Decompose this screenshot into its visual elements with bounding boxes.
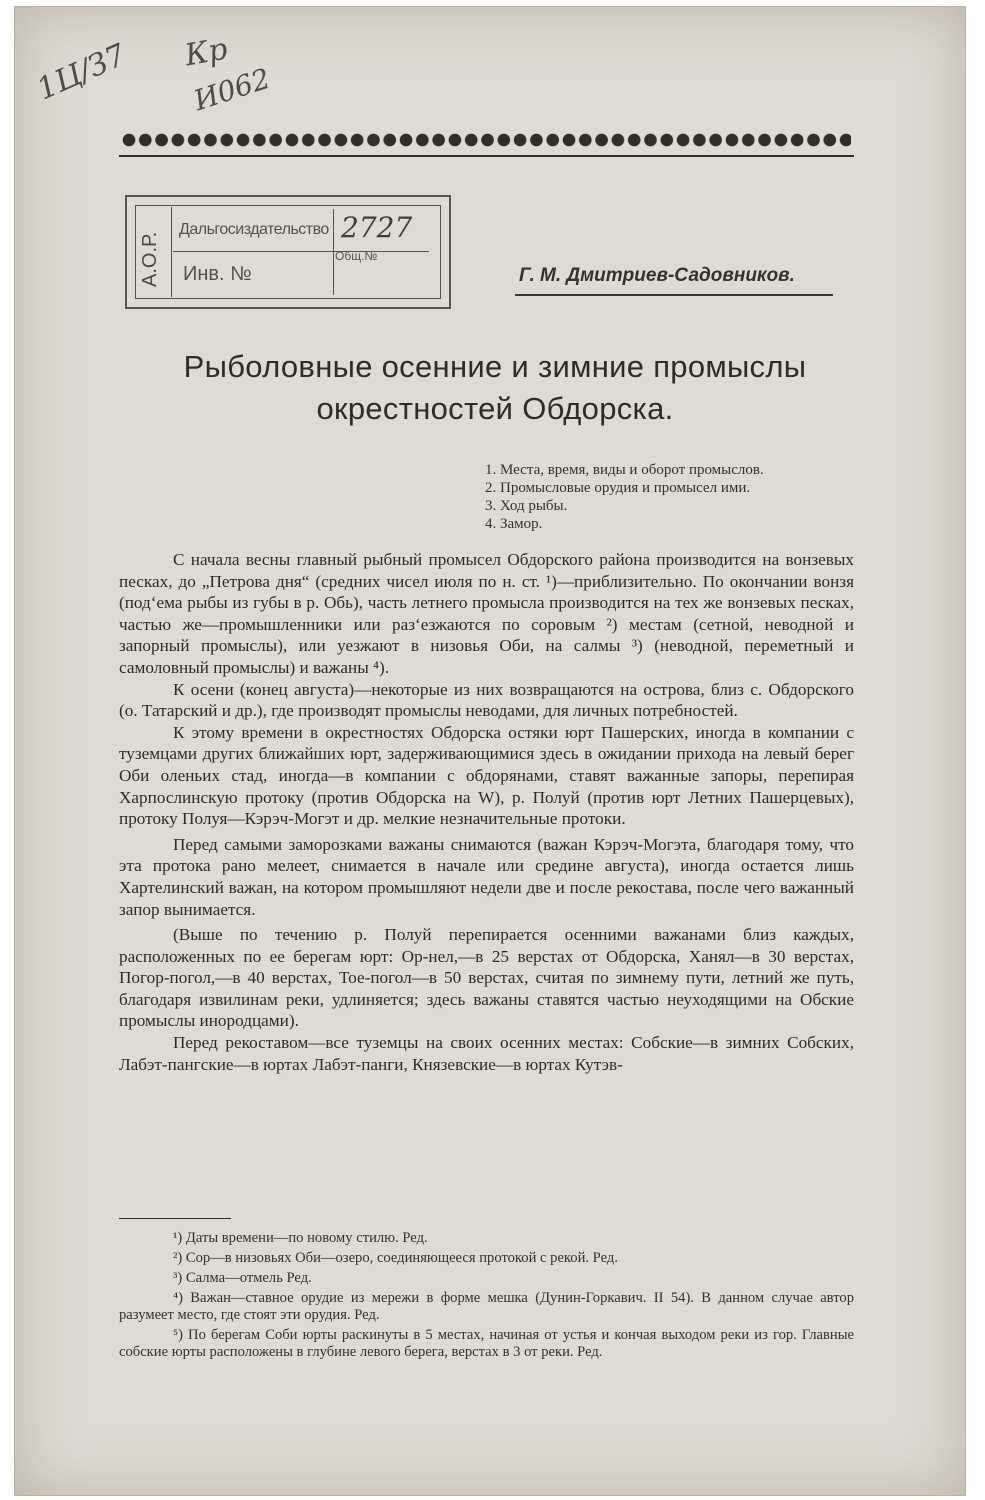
toc-item: 3. Ход рыбы.	[485, 498, 568, 514]
footnote-rule	[119, 1218, 231, 1219]
header-rule	[119, 155, 854, 157]
footnote-5: ⁵) По берегам Соби юрты раскинуты в 5 местах, начиная от устья и кончая выходом реки из гор. Главные собские юрты расположены в глубине левого берега, верстах в 3 от реки. Ред.	[119, 1327, 854, 1360]
paragraph-3: К этому времени в окрестностях Обдорска остяки юрт Пашерских, иногда в компании с туземцами других ближайших юрт, задерживающимися здесь в ожидании прихода на левый берег Оби оленьих стад, иногда—в компании с обдорянами, ставят важанные запоры, перепирая Харпослинскую протоку (против Обдорска на W), р. Полуй (против юрт Летних Пашерцевых), протоку Полуя—Кэрэч-Могэт и др. мелкие незначительные протоки.	[119, 722, 854, 829]
author-name: Г. М. Дмитриев-Садовников.	[519, 265, 795, 286]
stamp-organization: Дальгосиздательство	[179, 221, 329, 238]
table-of-contents	[485, 461, 764, 533]
stamp-inventory-label: Инв. №	[183, 263, 252, 285]
library-stamp	[125, 195, 451, 309]
footnote-4: ⁴) Важан—ставное орудие из мережи в форме мешка (Дунин-Горкавич. II 54). В данном случае автор разумеет место, где стоят эти орудия. Ред.	[119, 1290, 854, 1323]
decorative-dot-border	[121, 132, 851, 148]
article-body	[119, 549, 854, 1075]
paragraph-4: Перед самыми заморозками важаны снимаются (важан Кэрэч-Могэта, благодаря тому, что эта протока рано мелеет, снимается в начале или средине августа), иногда остается лишь Хартелинский важан, на котором промышляют недели две и после рекостава, после чего важанный запор вынимается.	[119, 834, 854, 919]
paragraph-6: Перед рекоставом—все туземцы на своих осенних местах: Собские—в зимних Собских, Лабэт-пангские—в юртах Лабэт-панги, Князевские—в юртах Кутэв-	[119, 1033, 854, 1074]
footnotes	[119, 1230, 854, 1364]
footnote-3: ³) Салма—отмель Ред.	[173, 1270, 312, 1286]
author-underline	[515, 294, 833, 296]
footnote-2: ²) Сор—в низовьях Оби—озеро, соединяющееся протокой с рекой. Ред.	[173, 1250, 618, 1266]
handwritten-mark-shelf: 1Ц/З7	[31, 37, 132, 108]
stamp-divider	[333, 209, 334, 295]
article-title-line-1: Рыболовные осенние и зимние промыслы	[183, 349, 807, 384]
stamp-handwritten-number: 2727	[341, 211, 413, 244]
stamp-side-text: А.О.Р.	[139, 231, 161, 287]
stamp-side-panel	[137, 207, 172, 297]
handwritten-mark-number: И062	[189, 61, 275, 118]
article-title-line-2: окрестностей Обдорска.	[316, 391, 674, 426]
handwritten-mark-kr: Кр	[182, 31, 231, 74]
footnote-1: ¹) Даты времени—по новому стилю. Ред.	[173, 1230, 428, 1246]
toc-item: 1. Места, время, виды и оборот промыслов.	[485, 462, 764, 478]
toc-item: 2. Промысловые орудия и промысел ими.	[485, 480, 751, 496]
stamp-general-number-label: Общ.№	[335, 249, 378, 263]
paragraph-1: С начала весны главный рыбный промысел Обдорского района производится на вонзевых песках, до „Петрова дня“ (средних чисел июля по н. ст. ¹)—приблизительно. По окончании вонзя (под‘ема рыбы из губы в р. Обь), часть летнего промысла производится на тех же вонзевых песках, частью же—промышленники или раз‘езжаются по соровым ²) местам (сетной, неводной и запорный промыслы), или уезжают в низовья Оби, на салмы ³) (неводной, переметный и самоловный промыслы) и важаны ⁴).	[119, 550, 854, 677]
paragraph-5: (Выше по течению р. Полуй перепирается осенними важанами близ каждых, расположенных по ее берегам юрт: Ор-нел,—в 25 верстах от Обдорска, Ханял—в 30 верстах, Погор-погол,—в 40 верстах, Тое-погол—в 50 верстах, считая по зимнему пути, летний же путь, благодаря извилинам реки, удлиняется; здесь важаны ставятся частью неуходящими на Обские промыслы инородцами).	[119, 925, 854, 1031]
paragraph-2: К осени (конец августа)—некоторые из них возвращаются на острова, близ с. Обдорского (о. Татарский и др.), где производят промыслы неводами, для личных потребностей.	[119, 679, 854, 721]
document-page	[14, 6, 966, 1496]
toc-item: 4. Замор.	[485, 516, 543, 532]
